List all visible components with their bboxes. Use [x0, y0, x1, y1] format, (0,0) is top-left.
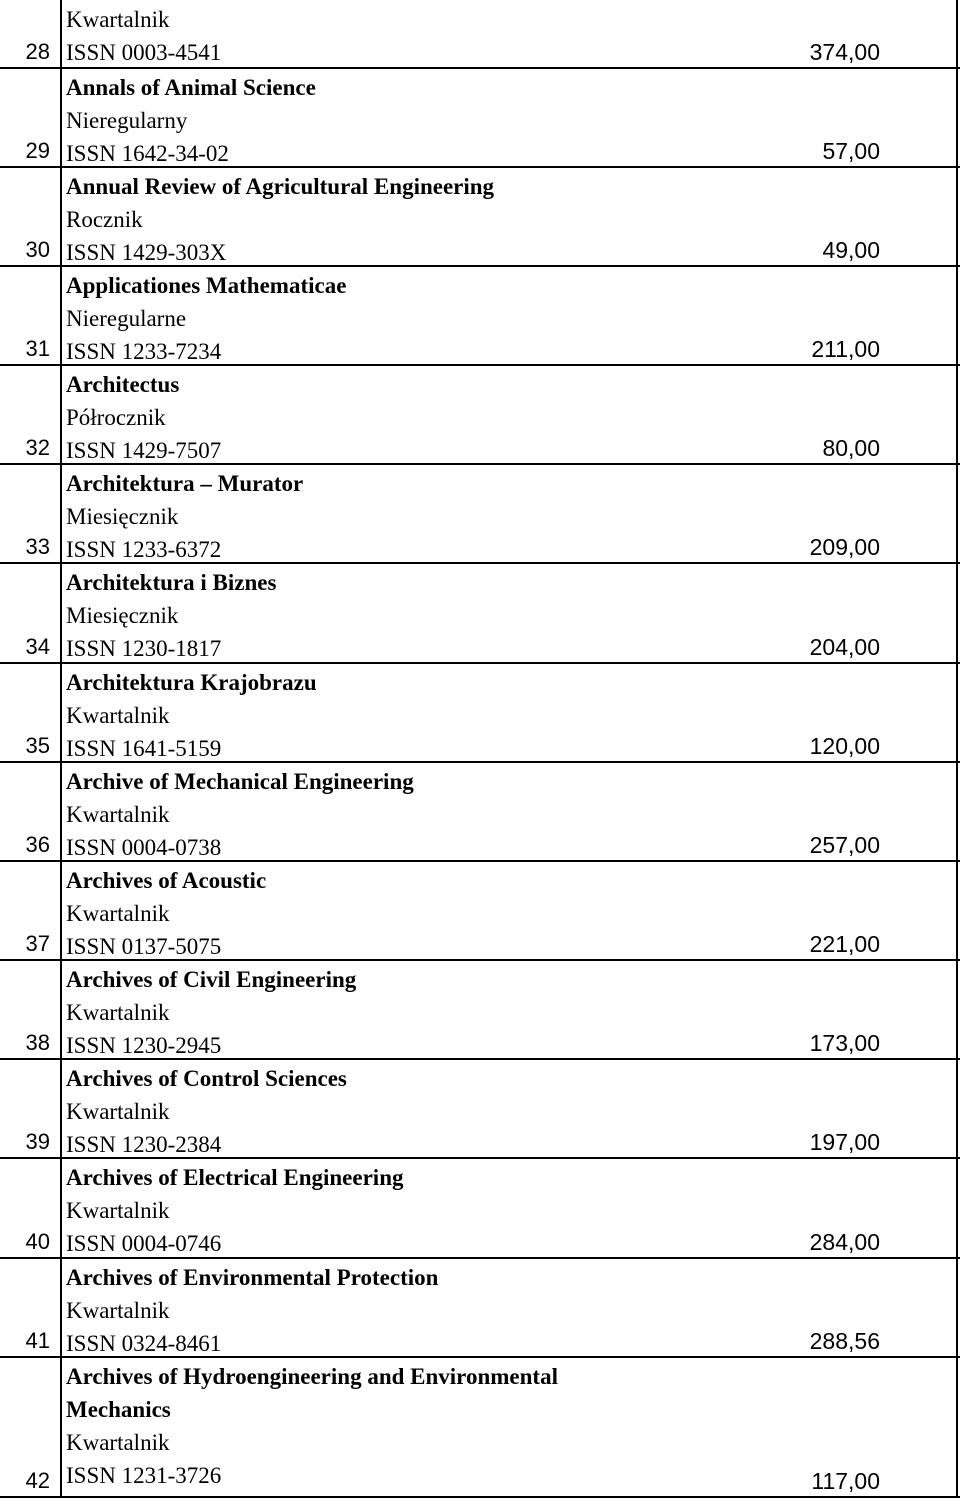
frequency: Miesięcznik: [66, 504, 179, 529]
table-row: [0, 1159, 960, 1259]
journal-title: Archives of Electrical Engineering: [66, 1165, 404, 1190]
table-row: [0, 0, 960, 69]
price: 288,56: [809, 1328, 880, 1354]
frequency: Kwartalnik: [66, 802, 170, 827]
issn: ISSN 1231-3726: [66, 1463, 222, 1488]
journal-title: Annals of Animal Science: [66, 75, 316, 100]
row-number: 38: [25, 1030, 50, 1055]
journal-title: Architektura – Murator: [66, 471, 304, 496]
issn: ISSN 0004-0746: [66, 1231, 222, 1256]
row-number: 30: [25, 237, 50, 262]
frequency: Nieregularny: [66, 108, 188, 133]
issn: ISSN 0324-8461: [66, 1331, 222, 1356]
table-row: [0, 862, 960, 961]
table-row: [0, 1060, 960, 1159]
frequency: Kwartalnik: [66, 703, 170, 728]
row-number: 39: [25, 1129, 50, 1154]
price: 197,00: [809, 1129, 880, 1155]
journal-title: Archive of Mechanical Engineering: [66, 769, 414, 794]
price: 57,00: [822, 138, 880, 164]
frequency: Miesięcznik: [66, 603, 179, 628]
price: 374,00: [809, 39, 880, 65]
issn: ISSN 1429-303X: [66, 240, 227, 265]
issn: ISSN 1230-2945: [66, 1033, 222, 1058]
journal-title-continued: Mechanics: [66, 1397, 171, 1422]
issn: ISSN 1642-34-02: [66, 141, 229, 166]
issn: ISSN 1230-2384: [66, 1132, 222, 1157]
price: 120,00: [809, 733, 880, 759]
frequency: Rocznik: [66, 207, 143, 232]
price: 117,00: [811, 1468, 880, 1494]
frequency: Nieregularne: [66, 306, 187, 331]
journal-title: Archives of Civil Engineering: [66, 967, 357, 992]
journal-title: Archives of Hydroengineering and Environmental: [66, 1364, 558, 1389]
row-number: 28: [25, 39, 50, 64]
journal-title: Annual Review of Agricultural Engineering: [66, 174, 495, 199]
journal-title: Archives of Environmental Protection: [66, 1265, 439, 1290]
issn: ISSN 1641-5159: [66, 736, 222, 761]
issn: ISSN 0004-0738: [66, 835, 222, 860]
table-row: [0, 465, 960, 564]
journal-title: Architectus: [66, 372, 180, 397]
issn: ISSN 1429-7507: [66, 438, 222, 463]
table-row: [0, 961, 960, 1060]
frequency: Kwartalnik: [66, 1099, 170, 1124]
table-row: [0, 664, 960, 763]
price: 284,00: [809, 1229, 880, 1255]
row-number: 35: [25, 733, 50, 758]
journal-title: Architektura Krajobrazu: [66, 670, 317, 695]
price: 49,00: [822, 237, 880, 263]
frequency: Kwartalnik: [66, 1430, 170, 1455]
price: 257,00: [809, 832, 880, 858]
price: 80,00: [822, 435, 880, 461]
row-number: 36: [25, 832, 50, 857]
row-number: 29: [25, 138, 50, 163]
table-row: [0, 69, 960, 168]
issn: ISSN 0137-5075: [66, 934, 222, 959]
table-row: [0, 763, 960, 862]
row-number: 41: [25, 1328, 50, 1353]
row-number: 37: [25, 931, 50, 956]
row-number: 33: [25, 534, 50, 559]
row-number: 34: [25, 634, 50, 659]
table-row: [0, 267, 960, 366]
journal-title: Applicationes Mathematicae: [66, 273, 347, 298]
issn: ISSN 0003-4541: [66, 40, 222, 65]
frequency: Kwartalnik: [66, 1000, 170, 1025]
journal-title: Architektura i Biznes: [66, 570, 277, 595]
issn: ISSN 1233-6372: [66, 537, 222, 562]
price: 173,00: [809, 1030, 880, 1056]
journal-title: Archives of Control Sciences: [66, 1066, 347, 1091]
row-number: 42: [25, 1468, 50, 1493]
frequency: Półrocznik: [66, 405, 166, 430]
table-row: [0, 1259, 960, 1358]
frequency: Kwartalnik: [66, 7, 170, 32]
frequency: Kwartalnik: [66, 1298, 170, 1323]
row-number: 32: [25, 435, 50, 460]
issn: ISSN 1230-1817: [66, 636, 222, 661]
journal-title: Archives of Acoustic: [66, 868, 267, 893]
issn: ISSN 1233-7234: [66, 339, 222, 364]
price: 209,00: [809, 534, 880, 560]
row-number: 31: [25, 336, 50, 361]
frequency: Kwartalnik: [66, 901, 170, 926]
frequency: Kwartalnik: [66, 1198, 170, 1223]
price: 211,00: [811, 336, 880, 362]
table-row: [0, 168, 960, 267]
row-number: 40: [25, 1229, 50, 1254]
table-row: [0, 564, 960, 664]
price: 221,00: [809, 931, 880, 957]
price: 204,00: [809, 634, 880, 660]
table-row: [0, 1358, 960, 1498]
table-row: [0, 366, 960, 465]
